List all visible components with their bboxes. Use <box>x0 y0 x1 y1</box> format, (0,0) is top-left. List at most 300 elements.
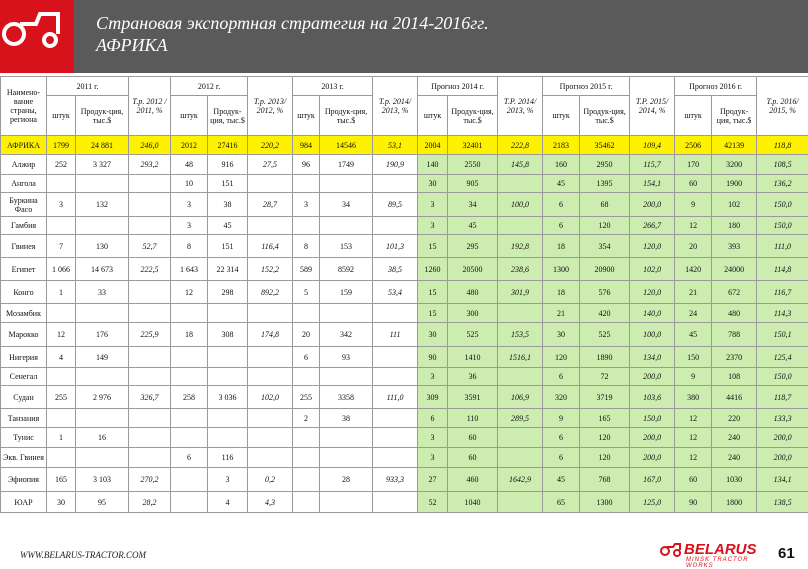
table-cell: 153 <box>320 235 373 258</box>
header-tr-2013: Т.р. 2013/ 2012, % <box>248 77 293 136</box>
table-cell: 1300 <box>543 258 580 281</box>
table-cell: 1 <box>47 428 76 448</box>
table-cell: 14546 <box>320 136 373 155</box>
header-f2015: Прогноз 2015 г. <box>543 77 630 96</box>
table-cell <box>171 409 208 428</box>
table-cell: 150 <box>675 347 712 368</box>
table-cell <box>498 368 543 386</box>
table-cell: 326,7 <box>129 386 171 409</box>
table-cell: 589 <box>293 258 320 281</box>
table-cell: 65 <box>543 492 580 513</box>
table-cell: 120,0 <box>630 281 675 304</box>
table-cell <box>129 428 171 448</box>
table-cell: 20900 <box>580 258 630 281</box>
table-cell: 480 <box>448 281 498 304</box>
page-number: 61 <box>778 545 795 562</box>
table-cell: 152,2 <box>248 258 293 281</box>
table-cell: 255 <box>47 386 76 409</box>
table-cell <box>171 368 208 386</box>
title-line-2: АФРИКА <box>96 34 489 56</box>
table-cell: 190,9 <box>373 155 418 175</box>
table-cell: 108,5 <box>757 155 808 175</box>
table-cell <box>129 448 171 468</box>
table-cell: 984 <box>293 136 320 155</box>
table-cell: 149 <box>76 347 129 368</box>
table-cell: 1410 <box>448 347 498 368</box>
table-cell <box>248 304 293 323</box>
table-cell <box>47 217 76 235</box>
table-cell: 120 <box>543 347 580 368</box>
table-cell: 52 <box>418 492 448 513</box>
table-cell: 16 <box>76 428 129 448</box>
table-cell: 53,1 <box>373 136 418 155</box>
table-cell: 3 327 <box>76 155 129 175</box>
table-cell <box>293 368 320 386</box>
table-cell: 293,2 <box>129 155 171 175</box>
table-cell <box>76 448 129 468</box>
table-cell <box>373 217 418 235</box>
table-cell <box>373 492 418 513</box>
table-cell: 220,2 <box>248 136 293 155</box>
table-cell: 246,0 <box>129 136 171 155</box>
table-cell: 116,4 <box>248 235 293 258</box>
table-cell: 380 <box>675 386 712 409</box>
table-cell <box>76 304 129 323</box>
table-cell: 354 <box>580 235 630 258</box>
table-cell <box>320 175 373 193</box>
table-cell: 12 <box>171 281 208 304</box>
table-cell <box>76 368 129 386</box>
table-cell: 60 <box>448 428 498 448</box>
table-cell: 145,8 <box>498 155 543 175</box>
table-cell: 1260 <box>418 258 448 281</box>
table-cell <box>76 217 129 235</box>
table-cell: 200,0 <box>630 428 675 448</box>
table-cell: 3 <box>418 193 448 217</box>
country-name: Марокко <box>1 323 47 347</box>
table-cell <box>47 175 76 193</box>
table-cell <box>171 428 208 448</box>
table-cell: 6 <box>543 193 580 217</box>
table-cell: 8 <box>171 235 208 258</box>
table-cell <box>129 281 171 304</box>
header-units: штук <box>675 96 712 136</box>
table-cell: 2550 <box>448 155 498 175</box>
table-cell: 133,3 <box>757 409 808 428</box>
table-cell: 30 <box>418 175 448 193</box>
header-2012: 2012 г. <box>171 77 248 96</box>
table-cell <box>248 217 293 235</box>
table-cell <box>320 492 373 513</box>
table-cell: 38 <box>320 409 373 428</box>
table-cell: 20 <box>293 323 320 347</box>
table-cell: 7 <box>47 235 76 258</box>
table-cell: 120 <box>580 217 630 235</box>
table-cell: 95 <box>76 492 129 513</box>
table-cell: 32401 <box>448 136 498 155</box>
table-cell <box>320 368 373 386</box>
table-cell <box>498 175 543 193</box>
header-units: штук <box>293 96 320 136</box>
table-cell: 301,9 <box>498 281 543 304</box>
table-cell: 1 066 <box>47 258 76 281</box>
table-cell: 111,0 <box>373 386 418 409</box>
table-cell: 20500 <box>448 258 498 281</box>
table-cell <box>171 492 208 513</box>
table-cell: 60 <box>448 448 498 468</box>
table-cell: 27,5 <box>248 155 293 175</box>
header-product: Продук-ция, тыс.$ <box>208 96 248 136</box>
table-cell: 480 <box>712 304 757 323</box>
table-cell: 115,7 <box>630 155 675 175</box>
table-cell: 120 <box>580 428 630 448</box>
table-cell: 1300 <box>580 492 630 513</box>
table-row <box>1 217 808 235</box>
table-cell: 3 <box>208 468 248 492</box>
table-cell: 309 <box>418 386 448 409</box>
table-cell: 30 <box>543 323 580 347</box>
table-cell: 1516,1 <box>498 347 543 368</box>
table-cell: 118,8 <box>757 136 808 155</box>
table-row <box>1 386 808 409</box>
country-name: Экв. Гвинея <box>1 448 47 468</box>
header-units: штук <box>418 96 448 136</box>
table-cell: 240 <box>712 448 757 468</box>
table-cell: 96 <box>293 155 320 175</box>
header-product: Продук-ция, тыс.$ <box>448 96 498 136</box>
table-cell: 1 <box>47 281 76 304</box>
table-cell: 5 <box>293 281 320 304</box>
table-cell: 28,7 <box>248 193 293 217</box>
header-country: Наимено-вание страны, региона <box>1 77 47 136</box>
table-cell: 0,2 <box>248 468 293 492</box>
table-cell: 240 <box>712 428 757 448</box>
table-cell: 1890 <box>580 347 630 368</box>
table-row <box>1 175 808 193</box>
table-cell <box>208 409 248 428</box>
country-name: Сенегал <box>1 368 47 386</box>
table-cell <box>47 448 76 468</box>
table-cell: 222,8 <box>498 136 543 155</box>
table-cell: 238,6 <box>498 258 543 281</box>
header-product: Продук-ция, тыс.$ <box>76 96 129 136</box>
table-cell: 150,0 <box>757 193 808 217</box>
table-cell: 3 <box>418 448 448 468</box>
table-cell: 114,3 <box>757 304 808 323</box>
table-cell: 108 <box>712 368 757 386</box>
table-cell: 35462 <box>580 136 630 155</box>
table-cell <box>293 175 320 193</box>
table-cell: 24000 <box>712 258 757 281</box>
table-row <box>1 428 808 448</box>
table-cell: 159 <box>320 281 373 304</box>
table-cell <box>129 304 171 323</box>
header-tr-2014-alt: Т.Р. 2014/ 2013, % <box>498 77 543 136</box>
table-cell: 167,0 <box>630 468 675 492</box>
table-cell: 103,6 <box>630 386 675 409</box>
country-name: Гвинея <box>1 235 47 258</box>
table-cell <box>498 448 543 468</box>
table-cell: 3 103 <box>76 468 129 492</box>
table-cell: 21 <box>543 304 580 323</box>
header-bar <box>0 0 808 73</box>
table-cell: 140 <box>418 155 448 175</box>
table-cell: 90 <box>675 492 712 513</box>
table-cell: 200,0 <box>757 448 808 468</box>
table-cell: 102,0 <box>248 386 293 409</box>
table-cell <box>293 304 320 323</box>
table-cell: 3200 <box>712 155 757 175</box>
table-cell: 3 <box>293 193 320 217</box>
table-cell: 3 <box>418 217 448 235</box>
table-cell: 460 <box>448 468 498 492</box>
table-cell: 420 <box>580 304 630 323</box>
table-cell: 38 <box>208 193 248 217</box>
table-cell: 118,7 <box>757 386 808 409</box>
table-cell: 12 <box>47 323 76 347</box>
header-f2014: Прогноз 2014 г. <box>418 77 498 96</box>
table-cell: 525 <box>580 323 630 347</box>
table-cell: 15 <box>418 235 448 258</box>
table-cell: 270,2 <box>129 468 171 492</box>
table-cell <box>171 347 208 368</box>
table-cell: 90 <box>418 347 448 368</box>
table-cell: 20 <box>675 235 712 258</box>
header-product: Продук-ция, тыс.$ <box>320 96 373 136</box>
header-product: Продук-ция, тыс.$ <box>580 96 630 136</box>
table-cell: 200,0 <box>757 428 808 448</box>
table-cell <box>293 448 320 468</box>
table-cell <box>171 468 208 492</box>
table-cell <box>293 492 320 513</box>
table-cell: 45 <box>448 217 498 235</box>
table-cell: 12 <box>675 428 712 448</box>
header-2013: 2013 г. <box>293 77 373 96</box>
table-cell: 1799 <box>47 136 76 155</box>
table-cell: 130 <box>76 235 129 258</box>
table-cell <box>47 409 76 428</box>
table-cell <box>320 448 373 468</box>
table-cell: 134,0 <box>630 347 675 368</box>
table-cell: 151 <box>208 175 248 193</box>
table-row <box>1 193 808 217</box>
table-cell: 3 <box>171 217 208 235</box>
table-cell: 6 <box>293 347 320 368</box>
table-cell: 1040 <box>448 492 498 513</box>
table-cell: 154,1 <box>630 175 675 193</box>
belarus-brand <box>660 541 772 565</box>
table-cell: 138,5 <box>757 492 808 513</box>
table-cell: 27 <box>418 468 448 492</box>
table-cell: 30 <box>418 323 448 347</box>
country-name: Судан <box>1 386 47 409</box>
table-cell: 289,5 <box>498 409 543 428</box>
table-cell <box>248 448 293 468</box>
table-row <box>1 492 808 513</box>
table-cell: 295 <box>448 235 498 258</box>
table-cell: 3 036 <box>208 386 248 409</box>
table-cell: 109,4 <box>630 136 675 155</box>
country-name: Мозамбик <box>1 304 47 323</box>
table-row <box>1 281 808 304</box>
table-cell: 300 <box>448 304 498 323</box>
table-cell: 255 <box>293 386 320 409</box>
header-units: штук <box>171 96 208 136</box>
table-cell <box>498 304 543 323</box>
table-cell: 8592 <box>320 258 373 281</box>
table-cell: 72 <box>580 368 630 386</box>
table-cell: 1749 <box>320 155 373 175</box>
table-cell <box>248 428 293 448</box>
table-cell: 132 <box>76 193 129 217</box>
table-cell <box>373 428 418 448</box>
header-tr-2016: Т.р. 2016/ 2015, % <box>757 77 808 136</box>
table-cell <box>373 175 418 193</box>
table-cell: 89,5 <box>373 193 418 217</box>
table-cell: 1395 <box>580 175 630 193</box>
table-cell: 45 <box>543 175 580 193</box>
table-cell: 165 <box>580 409 630 428</box>
table-cell: 1642,9 <box>498 468 543 492</box>
table-cell <box>373 304 418 323</box>
table-row <box>1 323 808 347</box>
table-cell: 116 <box>208 448 248 468</box>
country-name: Танзания <box>1 409 47 428</box>
table-cell: 150,1 <box>757 323 808 347</box>
table-cell: 151 <box>208 235 248 258</box>
table-cell: 10 <box>171 175 208 193</box>
table-cell: 153,5 <box>498 323 543 347</box>
table-cell <box>320 217 373 235</box>
table-cell: 8 <box>293 235 320 258</box>
table-cell: 48 <box>171 155 208 175</box>
table-cell: 68 <box>580 193 630 217</box>
country-name: АФРИКА <box>1 136 47 155</box>
table-cell <box>129 347 171 368</box>
table-cell: 3591 <box>448 386 498 409</box>
table-cell <box>373 448 418 468</box>
brand-tagline: MINSK TRACTOR WORKS <box>686 557 772 569</box>
table-cell: 6 <box>543 368 580 386</box>
table-cell: 53,4 <box>373 281 418 304</box>
table-cell: 93 <box>320 347 373 368</box>
table-cell: 18 <box>543 235 580 258</box>
country-name: Нигерия <box>1 347 47 368</box>
country-name: Гамбия <box>1 217 47 235</box>
table-cell: 106,9 <box>498 386 543 409</box>
table-cell <box>320 428 373 448</box>
table-cell: 3 <box>418 428 448 448</box>
table-cell <box>373 368 418 386</box>
table-cell <box>171 304 208 323</box>
table-cell: 28 <box>320 468 373 492</box>
header-2011: 2011 г. <box>47 77 129 96</box>
table-cell <box>208 347 248 368</box>
table-cell: 2183 <box>543 136 580 155</box>
header-f2016: Прогноз 2016 г. <box>675 77 757 96</box>
table-cell: 2 <box>293 409 320 428</box>
table-cell: 4 <box>208 492 248 513</box>
header-units: штук <box>47 96 76 136</box>
table-row <box>1 155 808 175</box>
table-cell: 672 <box>712 281 757 304</box>
table-cell: 18 <box>171 323 208 347</box>
table-cell: 22 314 <box>208 258 248 281</box>
header-units: штук <box>543 96 580 136</box>
table-cell: 892,2 <box>248 281 293 304</box>
table-cell: 4416 <box>712 386 757 409</box>
table-cell: 24 <box>675 304 712 323</box>
table-cell: 916 <box>208 155 248 175</box>
table-row <box>1 347 808 368</box>
table-cell: 120 <box>580 448 630 468</box>
table-cell: 18 <box>543 281 580 304</box>
table-cell: 12 <box>675 448 712 468</box>
table-cell: 6 <box>418 409 448 428</box>
table-cell: 933,3 <box>373 468 418 492</box>
table-row <box>1 304 808 323</box>
page-title <box>96 12 489 56</box>
header-tr-2012: Т.р. 2012 / 2011, % <box>129 77 171 136</box>
table-cell <box>208 304 248 323</box>
table-cell: 125,0 <box>630 492 675 513</box>
table-cell: 111 <box>373 323 418 347</box>
table-cell: 252 <box>47 155 76 175</box>
table-cell: 1420 <box>675 258 712 281</box>
table-cell: 12 <box>675 409 712 428</box>
brand-name: BELARUS <box>684 541 757 558</box>
table-row <box>1 235 808 258</box>
table-cell: 102,0 <box>630 258 675 281</box>
table-cell: 4,3 <box>248 492 293 513</box>
table-cell: 111,0 <box>757 235 808 258</box>
table-cell: 1 643 <box>171 258 208 281</box>
table-cell: 2 976 <box>76 386 129 409</box>
table-cell: 3358 <box>320 386 373 409</box>
table-cell: 36 <box>448 368 498 386</box>
table-cell: 2506 <box>675 136 712 155</box>
table-cell: 110 <box>448 409 498 428</box>
table-cell: 28,2 <box>129 492 171 513</box>
table-cell <box>498 428 543 448</box>
table-cell: 905 <box>448 175 498 193</box>
tractor-logo-icon <box>0 0 74 73</box>
table-cell: 192,8 <box>498 235 543 258</box>
table-cell: 100,0 <box>630 323 675 347</box>
table-cell: 6 <box>171 448 208 468</box>
table-cell: 2012 <box>171 136 208 155</box>
table-cell <box>248 175 293 193</box>
table-cell: 136,2 <box>757 175 808 193</box>
table-cell <box>293 428 320 448</box>
table-cell: 258 <box>171 386 208 409</box>
table-cell: 101,3 <box>373 235 418 258</box>
table-cell: 768 <box>580 468 630 492</box>
table-cell: 180 <box>712 217 757 235</box>
country-name: Ангола <box>1 175 47 193</box>
table-cell <box>129 217 171 235</box>
table-cell: 34 <box>448 193 498 217</box>
table-cell: 3 <box>171 193 208 217</box>
table-cell: 38,5 <box>373 258 418 281</box>
table-cell <box>129 409 171 428</box>
table-cell: 34 <box>320 193 373 217</box>
table-cell: 27416 <box>208 136 248 155</box>
table-cell: 308 <box>208 323 248 347</box>
table-cell: 170 <box>675 155 712 175</box>
table-cell: 120,0 <box>630 235 675 258</box>
table-cell: 220 <box>712 409 757 428</box>
